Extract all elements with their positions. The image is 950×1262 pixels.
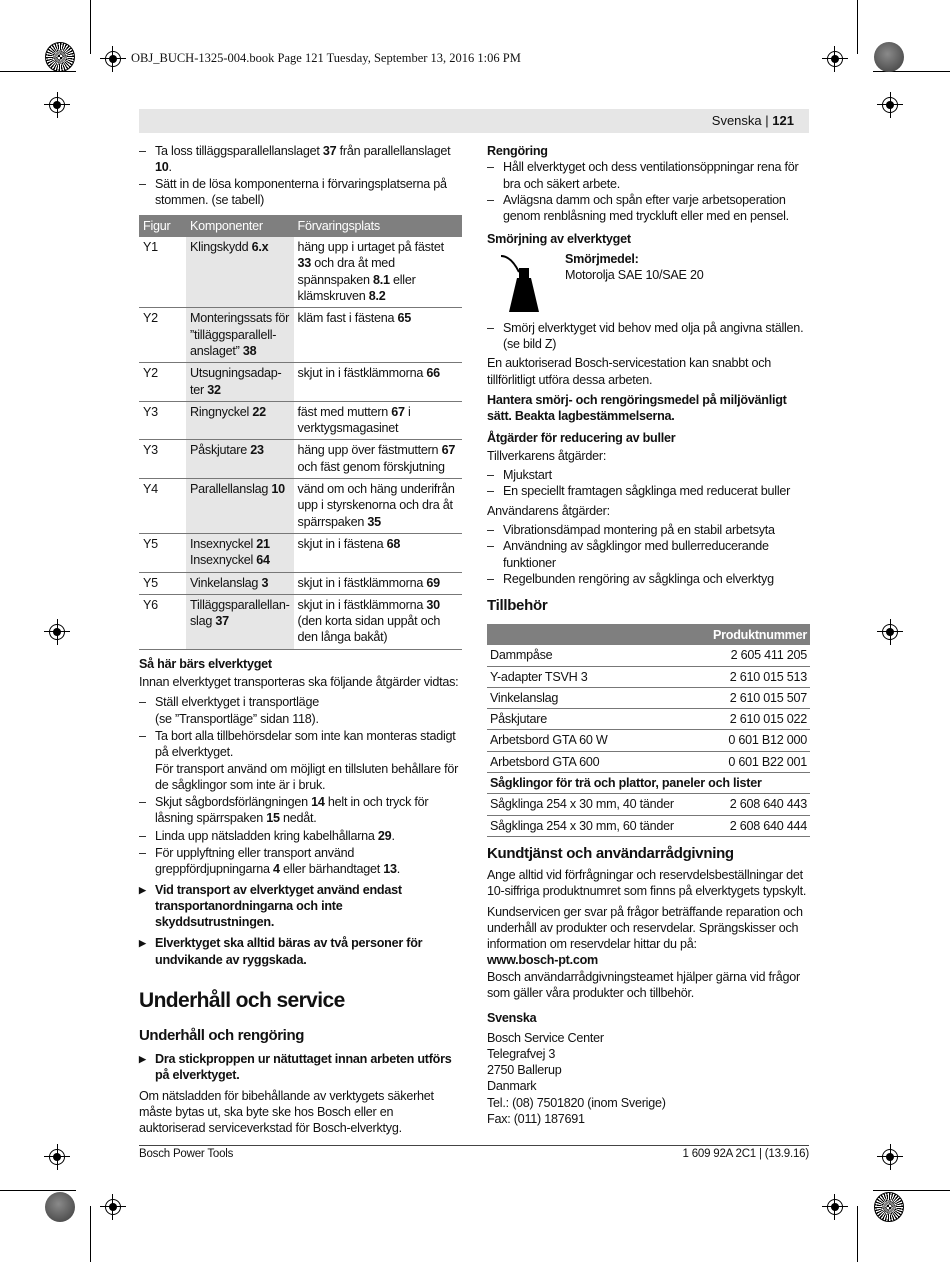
address-line: Fax: (011) 187691: [487, 1112, 585, 1127]
table-row: [139, 594, 462, 649]
intro-item: – Ta loss tilläggsparallellanslaget 37 från parallellanslaget 10.: [139, 143, 462, 176]
storage-place-cell: fäst med muttern 67 i verktygsmagasinet: [294, 401, 462, 440]
figure-cell: Y3: [139, 401, 186, 440]
table-row: [487, 815, 810, 836]
table-row: [487, 751, 810, 772]
address-line: Danmark: [487, 1079, 537, 1094]
component-cell: Vinkelanslag 3: [186, 572, 294, 594]
registration-mark-icon: [882, 97, 898, 113]
storage-place-cell: skjut in i fästklämmorna 30 (den korta sidan uppåt och den långa bakåt): [294, 594, 462, 649]
cleaning-item: – Avlägsna damm och spån efter varje arbetsoperation genom renblåsning med tryckluft eller med en pensel.: [487, 192, 810, 225]
transport-item: – Skjut sågbordsförlängningen 14 helt in och tryck för låsning spärrspaken 15 nedåt.: [139, 794, 462, 827]
table-row: [487, 645, 810, 666]
section-title: Underhåll och service: [139, 989, 345, 1013]
figure-cell: Y3: [139, 440, 186, 479]
table-row: [487, 709, 810, 730]
support-paragraph: Bosch användarrådgivningsteamet hjälper gärna vid frågor som gäller våra produkter och tillbehör.: [487, 969, 800, 1000]
figure-cell: Y5: [139, 533, 186, 572]
header-separator: |: [765, 113, 769, 128]
column-header: Figur: [139, 215, 186, 237]
page-header-band: [139, 109, 809, 133]
support-heading: Kundtjänst och användarrådgivning: [487, 844, 734, 862]
transport-item: – Ta bort alla tillbehörsdelar som inte kan monteras stadigt på elverktyget. För transport använd om möjligt en tillsluten behållare för de sågklingor som inte är i bruk.: [139, 728, 462, 793]
table-row: [139, 479, 462, 534]
product-number-cell: 0 601 B12 000: [703, 730, 810, 751]
footer-rule: [139, 1145, 809, 1146]
storage-place-cell: skjut in i fästena 68: [294, 533, 462, 572]
table-row: [139, 308, 462, 363]
table-row: [139, 572, 462, 594]
figure-cell: Y6: [139, 594, 186, 649]
transport-item: – Linda upp nätsladden kring kabelhållarna 29.: [139, 828, 462, 844]
warning-item: ▶ Elverktyget ska alltid bäras av två personer för undvikande av ryggskada.: [139, 935, 462, 968]
transport-item: – Ställ elverktyget i transportläge (se ”Transportläge” sidan 118).: [139, 694, 462, 727]
star-target-icon: [45, 42, 75, 72]
user-label: Användarens åtgärder:: [487, 503, 610, 518]
registration-mark-icon: [49, 97, 65, 113]
environment-paragraph: Hantera smörj- och rengöringsmedel på miljövänligt sätt. Beakta lagbestämmelserna.: [487, 392, 787, 424]
country-heading: Svenska: [487, 1011, 537, 1026]
address-block: [487, 1030, 810, 1128]
storage-table: [139, 215, 462, 650]
registration-mark-icon: [882, 1149, 898, 1165]
table-row: [487, 794, 810, 815]
page-header: [712, 113, 794, 128]
table-row: [139, 237, 462, 308]
registration-mark-icon: [49, 624, 65, 640]
accessory-name-cell: Arbetsbord GTA 60 W: [487, 730, 703, 751]
storage-place-cell: skjut in i fästklämmorna 66: [294, 363, 462, 402]
component-cell: Påskjutare 23: [186, 440, 294, 479]
accessory-group-cell: Sågklingor för trä och plattor, paneler och lister: [487, 773, 810, 794]
service-paragraph: En auktoriserad Bosch-servicestation kan snabbt och tillförlitligt utföra dessa arbeten.: [487, 356, 772, 387]
product-number-cell: 2 605 411 205: [703, 645, 810, 666]
manufacturer-item: – Mjukstart: [487, 467, 810, 483]
user-item: – Vibrationsdämpad montering på en stabil arbetsyta: [487, 522, 810, 538]
table-row: [487, 730, 810, 751]
accessories-table-body: [487, 645, 810, 836]
color-patch-icon: [45, 1192, 75, 1222]
header-language: Svenska: [711, 113, 762, 128]
component-cell: Tilläggsparallellan-slag 37: [186, 594, 294, 649]
component-cell: Ringnyckel 22: [186, 401, 294, 440]
storage-place-cell: skjut in i fästklämmorna 69: [294, 572, 462, 594]
figure-cell: Y2: [139, 308, 186, 363]
table-row: [139, 401, 462, 440]
support-paragraph: Ange alltid vid förfrågningar och reservdelsbeställningar det 10-siffriga produktnumret som finns på elverktygets typskylt.: [487, 867, 807, 899]
support-paragraph: Kundservicen ger svar på frågor beträffande reparation och underhåll av produkter och reservdelar. Sprängskisser och information om reservdelar hittar du på:: [487, 904, 803, 952]
component-cell: Insexnyckel 21 Insexnyckel 64: [186, 533, 294, 572]
column-header: Förvaringsplats: [294, 215, 462, 237]
accessory-name-cell: Arbetsbord GTA 600: [487, 751, 703, 772]
footer-right: 1 609 92A 2C1 | (13.9.16): [682, 1148, 809, 1160]
accessory-name-cell: Y-adapter TSVH 3: [487, 666, 703, 687]
table-header-row: [487, 624, 810, 645]
cleaning-item: – Håll elverktyget och dess ventilationsöppningar rena för bra och säkert arbete.: [487, 159, 810, 192]
registration-mark-icon: [105, 1199, 121, 1215]
registration-mark-icon: [882, 624, 898, 640]
table-row: [139, 440, 462, 479]
print-slug: OBJ_BUCH-1325-004.book Page 121 Tuesday, September 13, 2016 1:06 PM: [131, 51, 521, 65]
component-cell: Utsugningsadap-ter 32: [186, 363, 294, 402]
storage-place-cell: häng upp över fästmuttern 67 och fäst genom förskjutning: [294, 440, 462, 479]
storage-place-cell: kläm fast i fästena 65: [294, 308, 462, 363]
page-number: 121: [772, 113, 794, 128]
accessories-table: [487, 624, 810, 837]
figure-cell: Y5: [139, 572, 186, 594]
figure-cell: Y1: [139, 237, 186, 308]
product-number-cell: 2 610 015 022: [703, 709, 810, 730]
product-number-cell: 2 608 640 443: [703, 794, 810, 815]
cleaning-heading: Rengöring: [487, 144, 548, 158]
transport-intro: Innan elverktyget transporteras ska följande åtgärder vidtas:: [139, 675, 459, 690]
footer-left: Bosch Power Tools: [139, 1148, 234, 1160]
lube-item: – Smörj elverktyget vid behov med olja på angivna ställen. (se bild Z): [487, 320, 810, 353]
address-line: 2750 Ballerup: [487, 1063, 562, 1078]
right-column: [487, 143, 810, 1127]
registration-mark-icon: [827, 51, 843, 67]
warning-item: ▶ Vid transport av elverktyget använd endast transportanordningarna och inte skyddsutrustningen.: [139, 882, 462, 931]
manufacturer-label: Tillverkarens åtgärder:: [487, 448, 607, 463]
address-line: Bosch Service Center: [487, 1030, 604, 1045]
address-line: Telegrafvej 3: [487, 1046, 556, 1061]
manufacturer-item: – En speciellt framtagen sågklinga med reducerat buller: [487, 483, 810, 499]
user-item: – Användning av sågklingor med bullerreducerande funktioner: [487, 538, 810, 571]
transport-heading: Så här bärs elverktyget: [139, 656, 272, 671]
address-line: Tel.: (08) 7501820 (inom Sverige): [487, 1095, 666, 1110]
accessory-name-cell: Sågklinga 254 x 30 mm, 60 tänder: [487, 815, 703, 836]
storage-place-cell: vänd om och häng underifrån upp i styrskenorna och dra åt spärrspaken 35: [294, 479, 462, 534]
lube-heading: Smörjning av elverktyget: [487, 232, 631, 247]
oil-can-icon: [497, 252, 543, 314]
accessory-name-cell: Vinkelanslag: [487, 687, 703, 708]
product-number-cell: 2 610 015 507: [703, 687, 810, 708]
lube-block: [487, 248, 810, 316]
registration-mark-icon: [827, 1199, 843, 1215]
component-cell: Parallellanslag 10: [186, 479, 294, 534]
accessory-name-cell: Sågklinga 254 x 30 mm, 40 tänder: [487, 794, 703, 815]
transport-list: [139, 694, 462, 877]
accessories-heading: Tillbehör: [487, 597, 548, 615]
registration-mark-icon: [105, 51, 121, 67]
storage-table-body: [139, 237, 462, 649]
warning-item: ▶ Dra stickproppen ur nätuttaget innan arbeten utförs på elverktyget.: [139, 1051, 462, 1084]
cable-paragraph: Om nätsladden för bibehållande av verktygets säkerhet måste bytas ut, ska byte ske hos Bosch eller en auktoriserad serviceverkstad för Bosch-elverktyg.: [139, 1088, 434, 1136]
product-number-cell: 2 610 015 513: [703, 666, 810, 687]
table-row: [139, 363, 462, 402]
product-number-cell: 0 601 B22 001: [703, 751, 810, 772]
website-link[interactable]: www.bosch-pt.com: [487, 953, 598, 968]
figure-cell: Y2: [139, 363, 186, 402]
color-patch-icon: [874, 42, 904, 72]
component-cell: Monteringssats för ”tilläggsparallell-anslaget” 38: [186, 308, 294, 363]
accessory-name-cell: Påskjutare: [487, 709, 703, 730]
lube-label: Smörjmedel:: [565, 251, 639, 266]
left-column: [139, 143, 462, 1137]
intro-item: – Sätt in de lösa komponenterna i förvaringsplatserna på stommen. (se tabell): [139, 176, 462, 209]
component-cell: Klingskydd 6.x: [186, 237, 294, 308]
table-row: [487, 687, 810, 708]
subsection-title: Underhåll och rengöring: [139, 1027, 304, 1045]
storage-place-cell: häng upp i urtaget på fästet 33 och dra åt med spännspaken 8.1 eller klämskruven 8.2: [294, 237, 462, 308]
table-subheader-row: [487, 773, 810, 794]
column-header: Produktnummer: [703, 624, 810, 645]
figure-cell: Y4: [139, 479, 186, 534]
table-row: [487, 666, 810, 687]
noise-heading: Åtgärder för reducering av buller: [487, 430, 676, 445]
table-header-row: [139, 215, 462, 237]
accessory-name-cell: Dammpåse: [487, 645, 703, 666]
column-header: Komponenter: [186, 215, 294, 237]
user-item: – Regelbunden rengöring av sågklinga och elverktyg: [487, 571, 810, 587]
table-row: [139, 533, 462, 572]
product-number-cell: 2 608 640 444: [703, 815, 810, 836]
star-target-icon: [874, 1192, 904, 1222]
lube-value: Motorolja SAE 10/SAE 20: [565, 267, 704, 282]
transport-item: – För upplyftning eller transport använd greppfördjupningarna 4 eller bärhandtaget 13.: [139, 845, 462, 878]
registration-mark-icon: [49, 1149, 65, 1165]
